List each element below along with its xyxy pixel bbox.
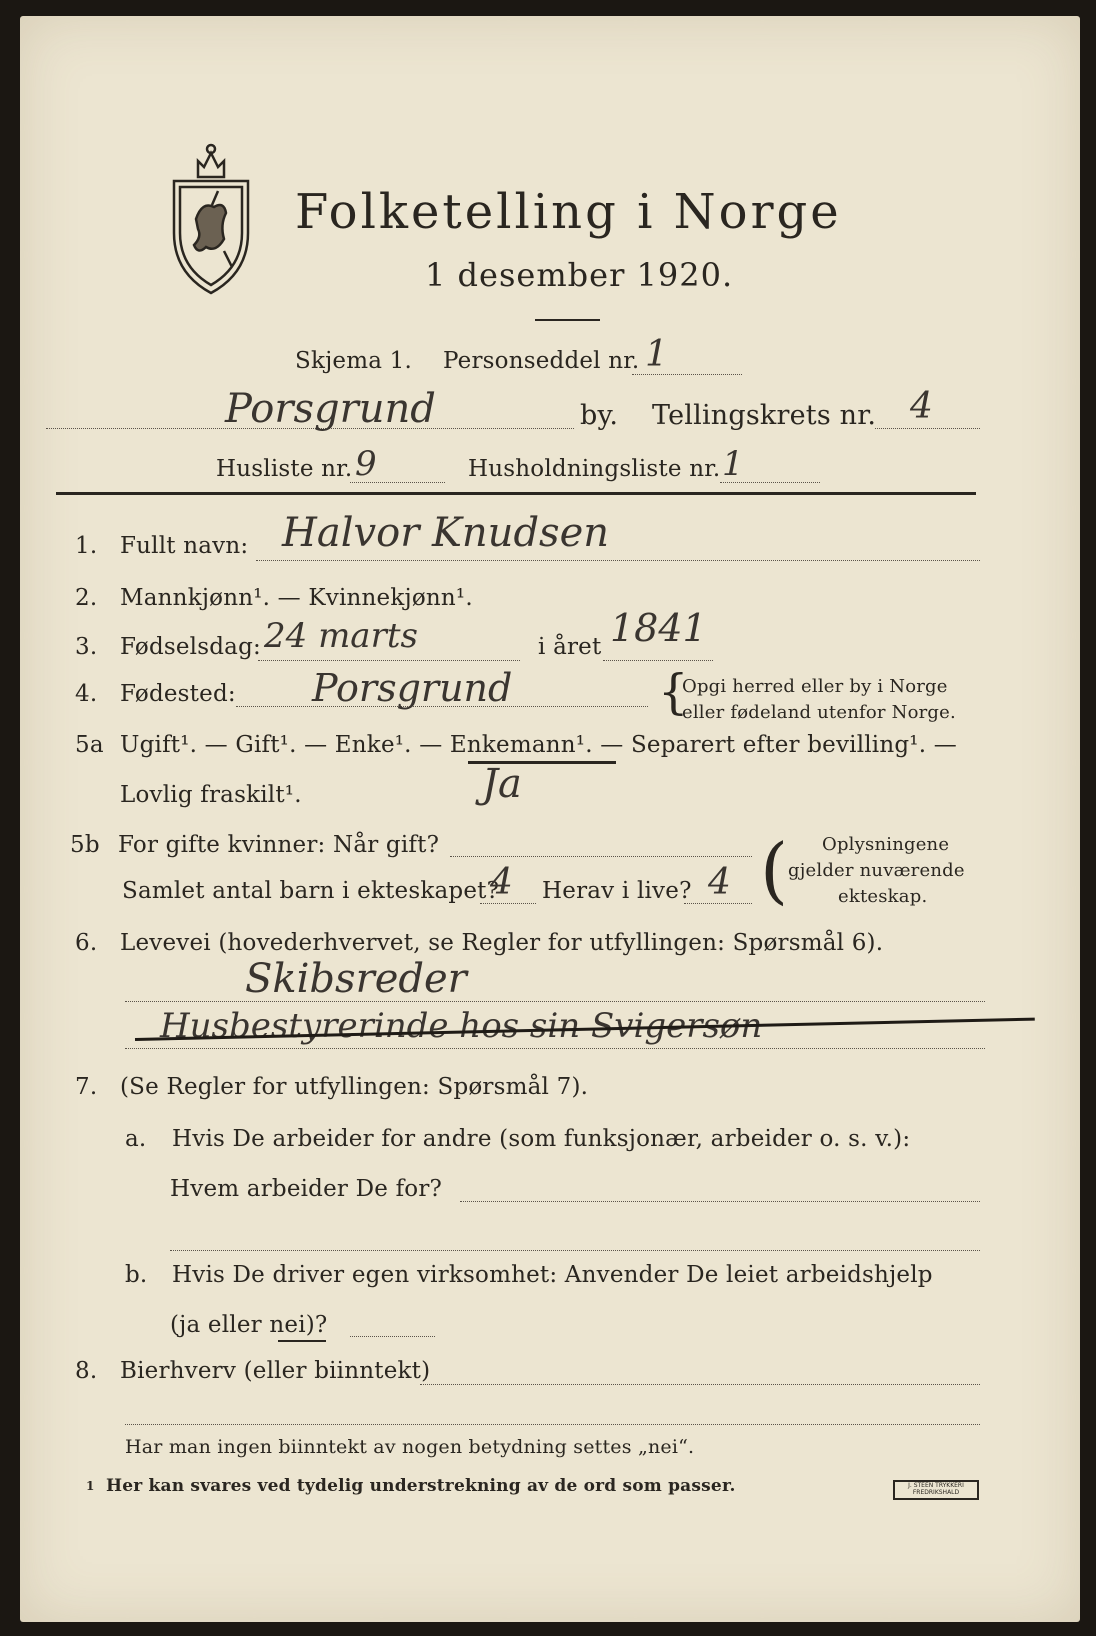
tellingskrets-value[interactable]: 4	[910, 386, 933, 427]
q6-line1	[125, 1001, 985, 1002]
q4-note-line1: Opgi herred eller by i Norge	[682, 676, 948, 697]
q5b-alive-label: Herav i live?	[542, 878, 692, 904]
q5b-alive-value[interactable]: 4	[708, 862, 731, 903]
footnote-mark: 1	[86, 1479, 95, 1493]
q7b-line	[350, 1336, 435, 1337]
q2-label: Mannkjønn¹. — Kvinnekjønn¹.	[120, 585, 473, 611]
census-date: 1 desember 1920.	[425, 256, 734, 294]
personseddel-value[interactable]: 1	[645, 334, 668, 375]
q8-line1	[420, 1384, 980, 1385]
q6-value2[interactable]: Husbestyrerinde hos sin Svigersøn	[160, 1006, 763, 1046]
q7a-label2: Hvem arbeider De for?	[170, 1176, 443, 1202]
q5b-children-value[interactable]: 4	[490, 862, 513, 903]
q5b-number: 5b	[70, 832, 100, 858]
q7b-label: Hvis De driver egen virksomhet: Anvender De leiet arbeidshjelp	[172, 1262, 933, 1288]
q8-number: 8.	[75, 1358, 98, 1384]
q6-line2	[125, 1048, 985, 1049]
q3-year-value[interactable]: 1841	[610, 606, 707, 650]
q7a-line1	[460, 1201, 980, 1202]
q7a-label: Hvis De arbeider for andre (som funksjonær, arbeider o. s. v.):	[172, 1126, 911, 1152]
q5a-value[interactable]: Ja	[482, 761, 522, 807]
husliste-label: Husliste nr.	[216, 456, 353, 482]
city-value[interactable]: Porsgrund	[225, 386, 436, 432]
q5b-children-line	[480, 903, 536, 904]
q5a-label2: Lovlig fraskilt¹.	[120, 782, 302, 808]
footnote-text: Her kan svares ved tydelig understrekning av de ord som passer.	[106, 1476, 736, 1496]
q1-value[interactable]: Halvor Knudsen	[282, 510, 610, 556]
form-title: Folketelling i Norge	[295, 184, 842, 240]
q4-number: 4.	[75, 681, 98, 707]
q4-note-line2: eller fødeland utenfor Norge.	[682, 702, 956, 723]
q7-number: 7.	[75, 1074, 98, 1100]
q5a-label: Ugift¹. — Gift¹. — Enke¹. — Enkemann¹. — Separert efter bevilling¹. —	[120, 732, 957, 758]
q1-line	[256, 560, 980, 561]
q3-value[interactable]: 24 marts	[264, 616, 418, 656]
q3-year-label: i året	[538, 634, 602, 660]
q5b-label: For gifte kvinner: Når gift?	[118, 832, 440, 858]
q3-date-line	[258, 660, 520, 661]
husliste-value[interactable]: 9	[355, 444, 377, 484]
q3-year-line	[603, 660, 713, 661]
q3-label: Fødselsdag:	[120, 634, 261, 660]
q7b-letter: b.	[125, 1262, 148, 1288]
q5b-note-line2: gjelder nuværende	[788, 860, 965, 881]
nei-underline	[278, 1340, 326, 1342]
q5b-alive-line	[684, 903, 752, 904]
husholdningsliste-value[interactable]: 1	[722, 444, 744, 484]
schema-label: Skjema 1.	[295, 348, 413, 374]
q8-line2	[125, 1424, 980, 1425]
title-divider	[535, 319, 600, 321]
q3-number: 3.	[75, 634, 98, 660]
q8-label: Bierhverv (eller biinntekt)	[120, 1358, 431, 1384]
q6-value1[interactable]: Skibsreder	[245, 956, 467, 1002]
q5b-note-line3: ekteskap.	[838, 886, 928, 907]
tellingskrets-line	[875, 428, 980, 429]
header-rule	[56, 492, 976, 495]
census-form	[20, 16, 1080, 1622]
q5a-number: 5a	[75, 732, 104, 758]
q5b-note-line1: Oplysningene	[822, 834, 950, 855]
q4-note-brace: {	[658, 664, 689, 720]
q1-label: Fullt navn:	[120, 533, 249, 559]
q5b-label2: Samlet antal barn i ekteskapet?	[122, 878, 500, 904]
footer-note: Har man ingen biinntekt av nogen betydning settes „nei“.	[125, 1436, 695, 1458]
tellingskrets-label: Tellingskrets nr.	[652, 400, 877, 431]
q5b-married-line	[450, 856, 752, 857]
q4-value[interactable]: Porsgrund	[312, 666, 513, 710]
q6-number: 6.	[75, 930, 98, 956]
q7a-line2	[170, 1250, 980, 1251]
q5b-note-brace: (	[760, 828, 789, 912]
coat-of-arms-icon	[168, 141, 254, 295]
by-label: by.	[580, 400, 619, 431]
q7b-label2: (ja eller nei)?	[170, 1312, 328, 1338]
personseddel-label: Personseddel nr.	[443, 348, 640, 374]
husholdningsliste-label: Husholdningsliste nr.	[468, 456, 721, 482]
printer-stamp	[893, 1480, 979, 1500]
q7a-letter: a.	[125, 1126, 147, 1152]
q6-label: Levevei (hovederhvervet, se Regler for utfyllingen: Spørsmål 6).	[120, 930, 884, 956]
printer-stamp-text: J. STEEN TRYKKERI FREDRIKSHALD	[908, 1482, 964, 1496]
q2-number: 2.	[75, 585, 98, 611]
q1-number: 1.	[75, 533, 98, 559]
q7-label: (Se Regler for utfyllingen: Spørsmål 7).	[120, 1074, 589, 1100]
q4-label: Fødested:	[120, 681, 236, 707]
